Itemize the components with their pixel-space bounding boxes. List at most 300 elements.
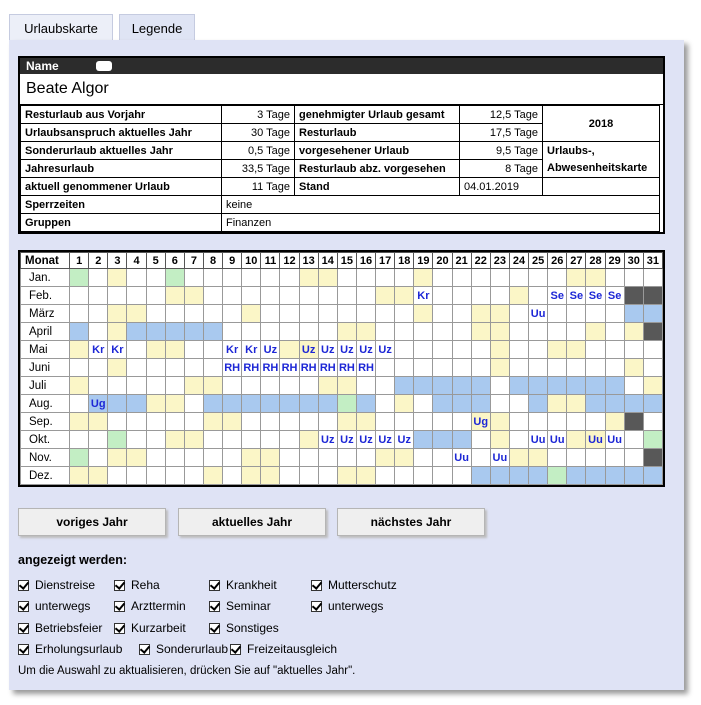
- day-cell[interactable]: [280, 395, 299, 413]
- day-cell[interactable]: [605, 449, 624, 467]
- filter-checkbox-item[interactable]: [18, 578, 95, 592]
- day-cell[interactable]: [356, 413, 375, 431]
- day-cell[interactable]: [223, 395, 242, 413]
- tab-urlaubskarte[interactable]: Urlaubskarte: [9, 14, 113, 41]
- day-cell[interactable]: [280, 467, 299, 485]
- day-cell[interactable]: [127, 359, 146, 377]
- day-cell[interactable]: [490, 395, 509, 413]
- day-cell[interactable]: [471, 431, 490, 449]
- day-cell[interactable]: Uu: [529, 305, 548, 323]
- prev-year-button[interactable]: voriges Jahr: [18, 508, 166, 536]
- day-cell[interactable]: [203, 323, 222, 341]
- day-cell[interactable]: [471, 359, 490, 377]
- day-cell[interactable]: [624, 377, 643, 395]
- day-cell[interactable]: [184, 449, 203, 467]
- day-cell[interactable]: [223, 269, 242, 287]
- day-cell[interactable]: [356, 269, 375, 287]
- day-cell[interactable]: Uu: [605, 431, 624, 449]
- day-cell[interactable]: [586, 413, 605, 431]
- day-cell[interactable]: [643, 287, 662, 305]
- day-cell[interactable]: [337, 413, 356, 431]
- day-cell[interactable]: [108, 323, 127, 341]
- day-cell[interactable]: Se: [605, 287, 624, 305]
- day-cell[interactable]: [509, 305, 528, 323]
- day-cell[interactable]: [414, 467, 433, 485]
- day-cell[interactable]: [643, 377, 662, 395]
- day-cell[interactable]: [356, 305, 375, 323]
- day-cell[interactable]: [165, 287, 184, 305]
- day-cell[interactable]: [223, 287, 242, 305]
- day-cell[interactable]: [108, 377, 127, 395]
- day-cell[interactable]: [242, 395, 261, 413]
- day-cell[interactable]: [223, 413, 242, 431]
- day-cell[interactable]: [89, 467, 108, 485]
- day-cell[interactable]: [318, 395, 337, 413]
- day-cell[interactable]: [261, 377, 280, 395]
- day-cell[interactable]: [108, 431, 127, 449]
- day-cell[interactable]: [529, 467, 548, 485]
- day-cell[interactable]: [414, 413, 433, 431]
- day-cell[interactable]: [337, 323, 356, 341]
- day-cell[interactable]: [146, 449, 165, 467]
- day-cell[interactable]: [146, 467, 165, 485]
- day-cell[interactable]: [261, 269, 280, 287]
- day-cell[interactable]: [146, 359, 165, 377]
- day-cell[interactable]: [242, 449, 261, 467]
- day-cell[interactable]: [433, 305, 452, 323]
- day-cell[interactable]: [165, 305, 184, 323]
- checkbox-checked[interactable]: [114, 623, 125, 634]
- day-cell[interactable]: [356, 287, 375, 305]
- day-cell[interactable]: [356, 377, 375, 395]
- checkbox-checked[interactable]: [18, 580, 29, 591]
- day-cell[interactable]: [395, 467, 414, 485]
- day-cell[interactable]: [548, 359, 567, 377]
- day-cell[interactable]: [280, 287, 299, 305]
- day-cell[interactable]: [414, 449, 433, 467]
- day-cell[interactable]: [280, 431, 299, 449]
- day-cell[interactable]: [452, 323, 471, 341]
- day-cell[interactable]: RH: [280, 359, 299, 377]
- day-cell[interactable]: [433, 431, 452, 449]
- filter-checkbox-item[interactable]: [209, 599, 271, 613]
- day-cell[interactable]: [165, 449, 184, 467]
- day-cell[interactable]: [490, 305, 509, 323]
- day-cell[interactable]: [433, 269, 452, 287]
- day-cell[interactable]: [490, 287, 509, 305]
- day-cell[interactable]: [165, 377, 184, 395]
- day-cell[interactable]: [356, 323, 375, 341]
- day-cell[interactable]: [203, 467, 222, 485]
- day-cell[interactable]: [586, 269, 605, 287]
- checkbox-checked[interactable]: [139, 644, 150, 655]
- day-cell[interactable]: [509, 431, 528, 449]
- day-cell[interactable]: [127, 323, 146, 341]
- day-cell[interactable]: [223, 305, 242, 323]
- day-cell[interactable]: Uz: [376, 431, 395, 449]
- day-cell[interactable]: [356, 449, 375, 467]
- day-cell[interactable]: [567, 395, 586, 413]
- day-cell[interactable]: [471, 287, 490, 305]
- day-cell[interactable]: [261, 287, 280, 305]
- day-cell[interactable]: [643, 341, 662, 359]
- day-cell[interactable]: [261, 323, 280, 341]
- day-cell[interactable]: [70, 269, 89, 287]
- day-cell[interactable]: [376, 377, 395, 395]
- day-cell[interactable]: [242, 467, 261, 485]
- filter-checkbox-item[interactable]: [209, 621, 279, 635]
- day-cell[interactable]: [203, 269, 222, 287]
- day-cell[interactable]: [261, 305, 280, 323]
- day-cell[interactable]: Uz: [376, 341, 395, 359]
- day-cell[interactable]: [127, 449, 146, 467]
- day-cell[interactable]: [261, 449, 280, 467]
- day-cell[interactable]: [108, 395, 127, 413]
- day-cell[interactable]: [280, 377, 299, 395]
- day-cell[interactable]: [529, 341, 548, 359]
- filter-checkbox-item[interactable]: [18, 642, 122, 656]
- day-cell[interactable]: [261, 467, 280, 485]
- day-cell[interactable]: [433, 449, 452, 467]
- day-cell[interactable]: [242, 323, 261, 341]
- day-cell[interactable]: [586, 467, 605, 485]
- day-cell[interactable]: [509, 323, 528, 341]
- day-cell[interactable]: [376, 269, 395, 287]
- day-cell[interactable]: [127, 395, 146, 413]
- day-cell[interactable]: [452, 305, 471, 323]
- day-cell[interactable]: [242, 377, 261, 395]
- day-cell[interactable]: [299, 449, 318, 467]
- day-cell[interactable]: Uz: [356, 431, 375, 449]
- day-cell[interactable]: [643, 359, 662, 377]
- day-cell[interactable]: [433, 467, 452, 485]
- day-cell[interactable]: [643, 413, 662, 431]
- day-cell[interactable]: [490, 269, 509, 287]
- day-cell[interactable]: [414, 431, 433, 449]
- day-cell[interactable]: [395, 377, 414, 395]
- day-cell[interactable]: [127, 305, 146, 323]
- day-cell[interactable]: [395, 269, 414, 287]
- day-cell[interactable]: Uz: [261, 341, 280, 359]
- day-cell[interactable]: [395, 413, 414, 431]
- checkbox-checked[interactable]: [311, 601, 322, 612]
- day-cell[interactable]: [567, 413, 586, 431]
- day-cell[interactable]: [586, 323, 605, 341]
- day-cell[interactable]: Uu: [586, 431, 605, 449]
- day-cell[interactable]: [108, 269, 127, 287]
- day-cell[interactable]: [89, 449, 108, 467]
- day-cell[interactable]: [203, 305, 222, 323]
- day-cell[interactable]: [567, 305, 586, 323]
- day-cell[interactable]: [223, 431, 242, 449]
- day-cell[interactable]: [280, 413, 299, 431]
- day-cell[interactable]: [89, 305, 108, 323]
- tab-legende[interactable]: Legende: [119, 14, 195, 41]
- day-cell[interactable]: [452, 269, 471, 287]
- day-cell[interactable]: RH: [356, 359, 375, 377]
- filter-checkbox-item[interactable]: [311, 599, 383, 613]
- day-cell[interactable]: [548, 413, 567, 431]
- name-toggle[interactable]: [96, 61, 112, 71]
- day-cell[interactable]: [108, 413, 127, 431]
- day-cell[interactable]: RH: [242, 359, 261, 377]
- day-cell[interactable]: [356, 395, 375, 413]
- next-year-button[interactable]: nächstes Jahr: [337, 508, 485, 536]
- day-cell[interactable]: [643, 305, 662, 323]
- day-cell[interactable]: [490, 413, 509, 431]
- day-cell[interactable]: [586, 305, 605, 323]
- day-cell[interactable]: [165, 431, 184, 449]
- day-cell[interactable]: [89, 359, 108, 377]
- day-cell[interactable]: [471, 305, 490, 323]
- day-cell[interactable]: [127, 341, 146, 359]
- filter-checkbox-item[interactable]: [18, 621, 102, 635]
- day-cell[interactable]: [605, 467, 624, 485]
- day-cell[interactable]: [490, 341, 509, 359]
- day-cell[interactable]: [452, 377, 471, 395]
- day-cell[interactable]: [280, 449, 299, 467]
- day-cell[interactable]: [529, 413, 548, 431]
- day-cell[interactable]: [223, 467, 242, 485]
- day-cell[interactable]: [643, 269, 662, 287]
- day-cell[interactable]: [203, 287, 222, 305]
- day-cell[interactable]: Se: [586, 287, 605, 305]
- day-cell[interactable]: [146, 305, 165, 323]
- day-cell[interactable]: Se: [548, 287, 567, 305]
- day-cell[interactable]: [261, 431, 280, 449]
- day-cell[interactable]: [184, 269, 203, 287]
- day-cell[interactable]: [184, 377, 203, 395]
- day-cell[interactable]: [223, 377, 242, 395]
- day-cell[interactable]: RH: [223, 359, 242, 377]
- day-cell[interactable]: [395, 341, 414, 359]
- checkbox-checked[interactable]: [18, 644, 29, 655]
- day-cell[interactable]: Uz: [395, 431, 414, 449]
- day-cell[interactable]: [395, 305, 414, 323]
- filter-checkbox-item[interactable]: [114, 578, 160, 592]
- day-cell[interactable]: [548, 341, 567, 359]
- day-cell[interactable]: [529, 269, 548, 287]
- checkbox-checked[interactable]: [114, 580, 125, 591]
- day-cell[interactable]: [70, 413, 89, 431]
- day-cell[interactable]: [433, 287, 452, 305]
- day-cell[interactable]: [395, 395, 414, 413]
- day-cell[interactable]: [643, 323, 662, 341]
- day-cell[interactable]: Uu: [529, 431, 548, 449]
- day-cell[interactable]: [624, 269, 643, 287]
- day-cell[interactable]: Uz: [356, 341, 375, 359]
- day-cell[interactable]: [203, 413, 222, 431]
- day-cell[interactable]: [165, 323, 184, 341]
- checkbox-checked[interactable]: [311, 580, 322, 591]
- day-cell[interactable]: Uz: [337, 341, 356, 359]
- day-cell[interactable]: [452, 467, 471, 485]
- day-cell[interactable]: [586, 341, 605, 359]
- day-cell[interactable]: [471, 323, 490, 341]
- day-cell[interactable]: RH: [337, 359, 356, 377]
- day-cell[interactable]: Kr: [223, 341, 242, 359]
- day-cell[interactable]: [165, 269, 184, 287]
- filter-checkbox-item[interactable]: [311, 578, 397, 592]
- day-cell[interactable]: [70, 467, 89, 485]
- day-cell[interactable]: [567, 341, 586, 359]
- day-cell[interactable]: [376, 449, 395, 467]
- day-cell[interactable]: [89, 287, 108, 305]
- day-cell[interactable]: [299, 431, 318, 449]
- day-cell[interactable]: [490, 359, 509, 377]
- day-cell[interactable]: [299, 395, 318, 413]
- day-cell[interactable]: [548, 377, 567, 395]
- day-cell[interactable]: [548, 323, 567, 341]
- day-cell[interactable]: [586, 377, 605, 395]
- filter-checkbox-item[interactable]: [114, 599, 186, 613]
- day-cell[interactable]: [280, 305, 299, 323]
- day-cell[interactable]: Kr: [108, 341, 127, 359]
- day-cell[interactable]: [337, 395, 356, 413]
- day-cell[interactable]: [471, 449, 490, 467]
- day-cell[interactable]: [70, 287, 89, 305]
- day-cell[interactable]: [146, 413, 165, 431]
- day-cell[interactable]: [70, 377, 89, 395]
- day-cell[interactable]: Uu: [490, 449, 509, 467]
- day-cell[interactable]: [184, 323, 203, 341]
- day-cell[interactable]: [567, 431, 586, 449]
- day-cell[interactable]: [490, 323, 509, 341]
- day-cell[interactable]: [337, 377, 356, 395]
- day-cell[interactable]: [471, 269, 490, 287]
- day-cell[interactable]: [529, 359, 548, 377]
- day-cell[interactable]: [509, 377, 528, 395]
- day-cell[interactable]: [376, 413, 395, 431]
- day-cell[interactable]: Ug: [471, 413, 490, 431]
- day-cell[interactable]: [337, 287, 356, 305]
- filter-checkbox-item[interactable]: [139, 642, 228, 656]
- day-cell[interactable]: [529, 395, 548, 413]
- day-cell[interactable]: [433, 395, 452, 413]
- day-cell[interactable]: [318, 287, 337, 305]
- day-cell[interactable]: [165, 413, 184, 431]
- day-cell[interactable]: [146, 395, 165, 413]
- day-cell[interactable]: [471, 341, 490, 359]
- day-cell[interactable]: [108, 449, 127, 467]
- day-cell[interactable]: [452, 431, 471, 449]
- day-cell[interactable]: [605, 377, 624, 395]
- day-cell[interactable]: [586, 395, 605, 413]
- day-cell[interactable]: [471, 395, 490, 413]
- day-cell[interactable]: [414, 377, 433, 395]
- day-cell[interactable]: [471, 377, 490, 395]
- day-cell[interactable]: [299, 323, 318, 341]
- day-cell[interactable]: [490, 467, 509, 485]
- day-cell[interactable]: [299, 269, 318, 287]
- day-cell[interactable]: [108, 305, 127, 323]
- day-cell[interactable]: [643, 395, 662, 413]
- day-cell[interactable]: [624, 395, 643, 413]
- day-cell[interactable]: Uu: [548, 431, 567, 449]
- day-cell[interactable]: [165, 395, 184, 413]
- filter-checkbox-item[interactable]: [18, 599, 90, 613]
- day-cell[interactable]: [509, 449, 528, 467]
- day-cell[interactable]: [146, 377, 165, 395]
- day-cell[interactable]: [203, 359, 222, 377]
- day-cell[interactable]: Uz: [318, 431, 337, 449]
- current-year-button[interactable]: aktuelles Jahr: [178, 508, 326, 536]
- day-cell[interactable]: [624, 305, 643, 323]
- day-cell[interactable]: [242, 413, 261, 431]
- day-cell[interactable]: [146, 269, 165, 287]
- day-cell[interactable]: [299, 305, 318, 323]
- day-cell[interactable]: [433, 323, 452, 341]
- day-cell[interactable]: [624, 287, 643, 305]
- day-cell[interactable]: [242, 287, 261, 305]
- day-cell[interactable]: [586, 449, 605, 467]
- day-cell[interactable]: Se: [567, 287, 586, 305]
- day-cell[interactable]: [529, 377, 548, 395]
- day-cell[interactable]: [452, 287, 471, 305]
- day-cell[interactable]: [318, 377, 337, 395]
- day-cell[interactable]: [146, 287, 165, 305]
- day-cell[interactable]: [548, 305, 567, 323]
- day-cell[interactable]: [414, 341, 433, 359]
- day-cell[interactable]: Kr: [89, 341, 108, 359]
- day-cell[interactable]: [184, 395, 203, 413]
- day-cell[interactable]: [509, 413, 528, 431]
- day-cell[interactable]: [280, 323, 299, 341]
- checkbox-checked[interactable]: [18, 601, 29, 612]
- day-cell[interactable]: [89, 413, 108, 431]
- day-cell[interactable]: [414, 305, 433, 323]
- day-cell[interactable]: [70, 395, 89, 413]
- day-cell[interactable]: Uu: [452, 449, 471, 467]
- day-cell[interactable]: [89, 269, 108, 287]
- day-cell[interactable]: [624, 467, 643, 485]
- day-cell[interactable]: [203, 341, 222, 359]
- day-cell[interactable]: [146, 341, 165, 359]
- day-cell[interactable]: [261, 413, 280, 431]
- day-cell[interactable]: [395, 323, 414, 341]
- day-cell[interactable]: [452, 359, 471, 377]
- day-cell[interactable]: [89, 377, 108, 395]
- day-cell[interactable]: [643, 467, 662, 485]
- day-cell[interactable]: [433, 359, 452, 377]
- day-cell[interactable]: [108, 467, 127, 485]
- day-cell[interactable]: [624, 413, 643, 431]
- day-cell[interactable]: Kr: [242, 341, 261, 359]
- day-cell[interactable]: [89, 431, 108, 449]
- day-cell[interactable]: [376, 305, 395, 323]
- day-cell[interactable]: [299, 287, 318, 305]
- day-cell[interactable]: [280, 269, 299, 287]
- day-cell[interactable]: [529, 323, 548, 341]
- day-cell[interactable]: [184, 341, 203, 359]
- day-cell[interactable]: [242, 269, 261, 287]
- day-cell[interactable]: [624, 359, 643, 377]
- day-cell[interactable]: [433, 413, 452, 431]
- day-cell[interactable]: [643, 449, 662, 467]
- day-cell[interactable]: [203, 431, 222, 449]
- day-cell[interactable]: [395, 287, 414, 305]
- day-cell[interactable]: [299, 413, 318, 431]
- day-cell[interactable]: [203, 395, 222, 413]
- filter-checkbox-item[interactable]: [209, 578, 277, 592]
- day-cell[interactable]: [127, 413, 146, 431]
- day-cell[interactable]: [548, 269, 567, 287]
- day-cell[interactable]: Ug: [89, 395, 108, 413]
- day-cell[interactable]: Uz: [318, 341, 337, 359]
- day-cell[interactable]: [567, 269, 586, 287]
- day-cell[interactable]: [356, 467, 375, 485]
- day-cell[interactable]: [605, 413, 624, 431]
